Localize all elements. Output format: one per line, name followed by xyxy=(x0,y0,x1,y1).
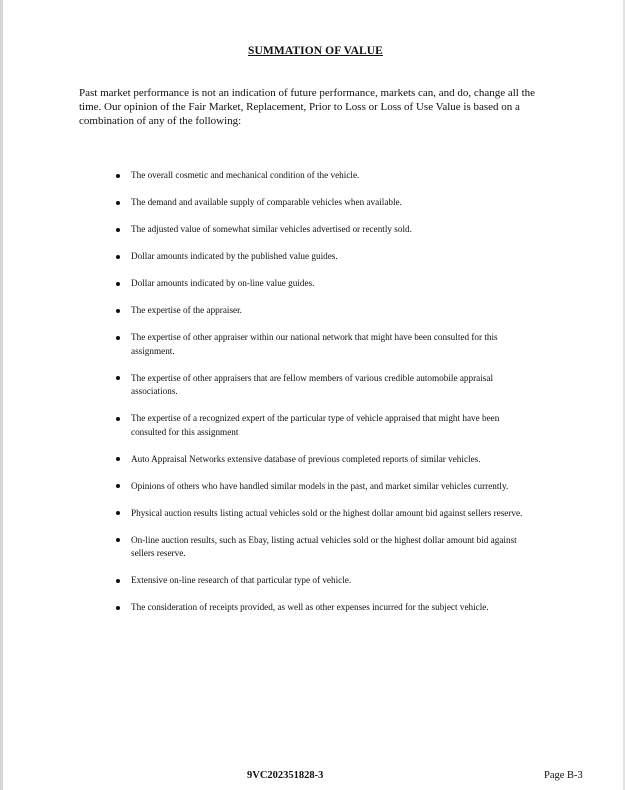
list-item xyxy=(116,331,526,358)
list-item xyxy=(116,169,526,183)
page-number: Page B-3 xyxy=(544,770,583,781)
list-item-text: Dollar amounts indicated by on-line value guides. xyxy=(131,278,315,288)
list-item-text: The adjusted value of somewhat similar vehicles advertised or recently sold. xyxy=(131,224,412,234)
bullet-icon xyxy=(116,309,120,313)
list-item-text: Extensive on-line research of that particular type of vehicle. xyxy=(131,575,352,585)
list-item xyxy=(116,574,526,588)
report-id: 9VC202351828-3 xyxy=(247,770,324,781)
bullet-icon xyxy=(116,484,120,488)
bullet-icon xyxy=(116,282,120,286)
list-item-text: On-line auction results, such as Ebay, listing actual vehicles sold or the highest dollar amount bid against sellers reserve. xyxy=(131,534,517,558)
bullet-icon xyxy=(116,457,120,461)
bullet-icon xyxy=(116,376,120,380)
list-item-text: The overall cosmetic and mechanical condition of the vehicle. xyxy=(131,170,360,180)
bullet-icon xyxy=(116,228,120,232)
list-item-text: Physical auction results listing actual vehicles sold or the highest dollar amount bid against sellers reserve. xyxy=(131,507,523,518)
bullet-icon xyxy=(116,579,120,583)
list-item xyxy=(116,277,526,291)
list-item xyxy=(116,507,526,521)
list-item xyxy=(116,412,526,439)
list-item-text: The consideration of receipts provided, as well as other expenses incurred for the subject vehicle. xyxy=(131,602,489,612)
list-item-text: The demand and available supply of comparable vehicles when available. xyxy=(131,197,402,207)
list-item xyxy=(116,250,526,264)
list-item-text: Auto Appraisal Networks extensive database of previous completed reports of similar vehicles. xyxy=(131,453,481,464)
page-title: SUMMATION OF VALUE xyxy=(248,45,383,57)
list-item xyxy=(116,223,526,237)
list-item xyxy=(116,480,526,494)
list-item xyxy=(116,196,526,210)
list-item xyxy=(116,304,526,318)
list-item-text: Dollar amounts indicated by the published value guides. xyxy=(131,251,338,261)
bullet-icon xyxy=(116,511,120,515)
bullet-icon xyxy=(116,606,120,610)
list-item-text: The expertise of other appraiser within our national network that might have been consulted for this assignment. xyxy=(131,332,498,356)
bullet-icon xyxy=(116,336,120,340)
bullet-icon xyxy=(116,201,120,205)
bullet-icon xyxy=(116,255,120,259)
bullet-icon xyxy=(116,538,120,542)
list-item xyxy=(116,453,526,467)
list-item-text: The expertise of the appraiser. xyxy=(131,305,242,315)
list-item xyxy=(116,534,526,561)
bullet-icon xyxy=(116,174,120,178)
list-item-text: The expertise of a recognized expert of the particular type of vehicle appraised that might have been consulted for this assignment xyxy=(131,413,500,437)
intro-paragraph: Past market performance is not an indication of future performance, markets can, and do, change all the time. Our opinion of the Fair Market, Replacement, Prior to Loss or Loss of Use Value is based on a combination of any of the following: xyxy=(79,87,536,127)
list-item-text: The expertise of other appraisers that are fellow members of various credible automobile appraisal associations. xyxy=(131,372,494,396)
bullet-icon xyxy=(116,417,120,421)
list-item xyxy=(116,372,526,399)
list-item-text: Opinions of others who have handled similar models in the past, and market similar vehicles currently. xyxy=(131,480,509,491)
bullet-list xyxy=(116,169,526,628)
list-item xyxy=(116,601,526,615)
